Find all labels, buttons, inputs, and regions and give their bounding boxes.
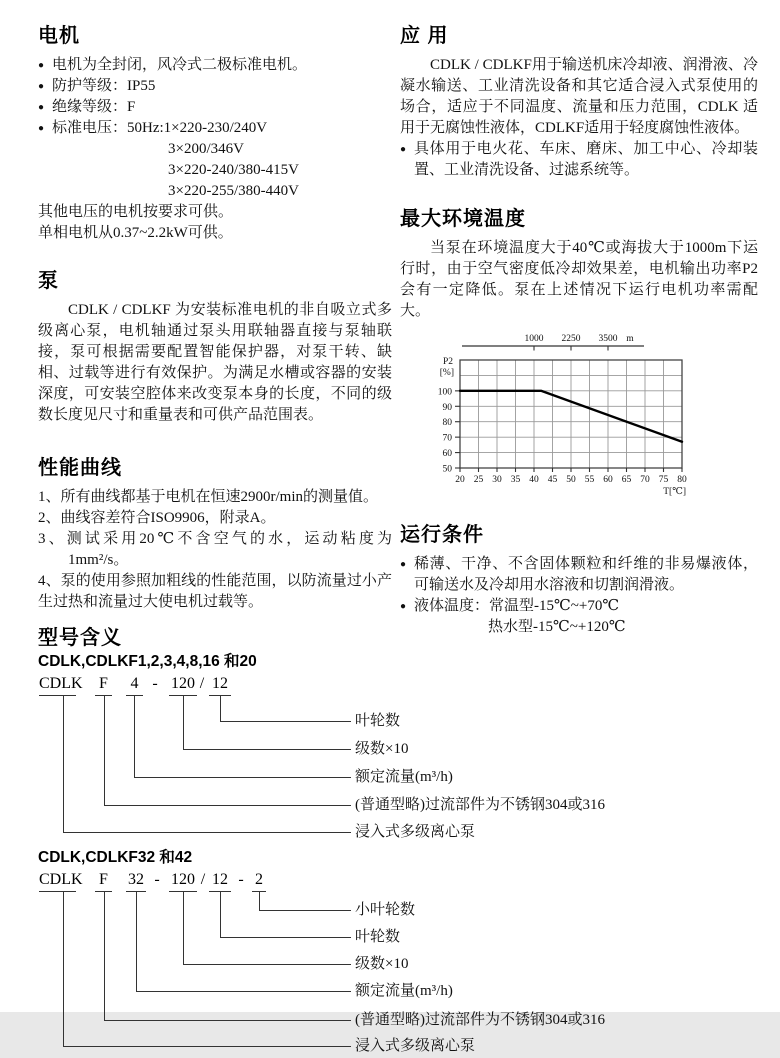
model-code-part: - [152,675,158,692]
x-axis-label: T[℃] [663,487,686,497]
diagram-label: 叶轮数 [355,929,401,945]
pump-paragraph: CDLK / CDLKF 为安装标准电机的非自吸立式多级离心泵，电机轴通过泵头用联轴器直接与泵轴联接，泵可根据需要配置智能保护器，对泵干转、缺相、过载等进行有效保护。为满足水槽或容器的安装深度，可安装空腔体来改变泵本身的长度，不同的级数长度见尺寸和重量表和可供产品范围表。 [38,302,392,423]
x-tick-label: 35 [510,475,521,485]
diagram-label: 浸入式多级离心泵 [355,824,476,840]
model-code-part: 4 [130,675,139,692]
performance-heading: 性能曲线 [38,457,122,479]
y-tick-label: 60 [442,449,452,460]
x-tick-label: 20 [455,475,465,485]
code-part-underline [39,891,76,892]
voltage-options [38,139,392,202]
diagram-connector-v [63,696,64,832]
motor-bullet-2-text: 防护等级：IP55 [52,78,156,94]
diagram-connector-v [183,696,184,749]
motor-note-2: 单相电机从0.37~2.2kW可供。 [38,225,233,241]
max-ambient-heading: 最大环境温度 [400,208,526,230]
operating-bullet-2 [400,596,758,617]
diagram-connector-h [104,805,351,806]
voltage-line: 3×220-255/380-440V [168,183,299,199]
y-axis-label: P2 [442,357,453,367]
model-code-part: CDLK [39,675,83,692]
motor-bullet-3-text: 绝缘等级：F [52,99,136,115]
model-meaning-heading: 型号含义 [38,627,122,649]
diagram-connector-v [104,696,105,805]
diagram-label: 浸入式多级离心泵 [355,1038,476,1054]
application-heading: 应 用 [400,25,449,47]
motor-bullet-2 [38,76,392,97]
diagram-connector-v [136,892,137,991]
operating-bullet-1 [400,554,758,596]
diagram-connector-h [220,721,351,722]
diagram-connector-h [183,964,351,965]
altitude-axis-unit: m [626,334,634,344]
diagram-connector-h [136,991,351,992]
motor-heading: 电机 [38,25,80,47]
derating-chart [424,330,758,509]
operating-bullet-2-text: 液体温度：常温型-15℃~+70℃ [414,598,620,614]
x-tick-label: 80 [677,475,687,485]
model-code-part: CDLK [39,871,83,888]
pump-heading: 泵 [38,270,59,292]
motor-bullet-1 [38,55,392,76]
diagram-label: 级数×10 [355,741,409,757]
x-tick-label: 55 [584,475,595,485]
y-tick-label: 80 [442,418,452,429]
x-tick-label: 25 [473,475,484,485]
diagram-connector-h [63,1046,351,1047]
diagram-label: (普通型略)过流部件为不锈钢304或316 [355,1012,605,1028]
diagram-label: (普通型略)过流部件为不锈钢304或316 [355,797,605,813]
bullet-icon: ● [400,144,407,155]
diagram-connector-v [183,892,184,964]
x-tick-label: 65 [621,475,632,485]
model-code-part: / [199,675,205,692]
performance-item-3: 3、测试采用20℃不含空气的水，运动粘度为1mm²/s。 [38,531,392,568]
diagram-connector-h [134,777,351,778]
performance-item-2: 2、曲线容差符合ISO9906，附录A。 [38,510,276,526]
model-code-part: 32 [128,871,144,888]
performance-item-1: 1、所有曲线都基于电机在恒速2900r/min的测量值。 [38,489,378,505]
x-tick-label: 50 [566,475,576,485]
y-tick-label: 70 [442,433,452,444]
x-tick-label: 70 [640,475,650,485]
diagram-label: 额定流量(m³/h) [355,769,453,785]
application-bullet [400,139,758,181]
y-tick-label: 100 [437,387,452,398]
diagram-connector-v [220,696,221,721]
operating-heading: 运行条件 [400,524,484,546]
motor-bullet-4 [38,118,392,139]
diagram-label: 叶轮数 [355,713,401,729]
model-series-label-1: CDLK,CDLKF1,2,3,4,8,16 和20 [38,653,257,670]
model-code-part: F [99,675,108,692]
motor-note-1: 其他电压的电机按要求可供。 [38,204,234,220]
bullet-icon: ● [38,60,45,71]
diagram-connector-h [220,937,351,938]
model-code-part: 12 [212,871,228,888]
diagram-connector-h [259,910,351,911]
performance-item-4: 4、泵的使用参照加粗线的性能范围，以防流量过小产生过热和流量过大使电机过载等。 [38,573,392,610]
hot-water-temp-line: 热水型-15℃~+120℃ [488,619,626,635]
model-designation-diagram-2 [38,870,605,1058]
diagram-connector-h [63,832,351,833]
y-tick-label: 90 [442,402,452,413]
application-bullet-text: 具体用于电火花、车床、磨床、加工中心、冷却装置、工业清洗设备、过滤系统等。 [414,141,758,178]
code-part-underline [39,695,76,696]
model-code-part: 12 [212,675,228,692]
model-code-part: - [238,871,244,888]
diagram-label: 小叶轮数 [355,902,416,918]
model-series-label-2: CDLK,CDLKF32 和42 [38,849,193,866]
altitude-tick-label: 2250 [561,334,581,344]
model-code-part: F [99,871,108,888]
x-tick-label: 45 [547,475,558,485]
x-tick-label: 60 [603,475,613,485]
model-designation-diagram-1 [38,674,605,846]
model-code-part: 120 [171,675,195,692]
x-tick-label: 30 [492,475,502,485]
motor-bullet-1-text: 电机为全封闭，风冷式二极标准电机。 [52,57,308,73]
diagram-connector-h [104,1020,351,1021]
application-paragraph: CDLK / CDLKF用于输送机床冷却液、润滑液、冷凝水输送、工业清洗设备和其它适合浸入式泵使用的场合，适应于不同温度、流量和压力范围，CDLK 适用于无腐蚀性液体，CDLKF适用于轻度腐蚀性液体。 [400,57,758,136]
diagram-label: 级数×10 [355,956,409,972]
bullet-icon: ● [38,102,45,113]
x-tick-label: 40 [529,475,539,485]
diagram-label: 额定流量(m³/h) [355,983,453,999]
y-axis-label-unit: [%] [439,368,454,378]
bullet-icon: ● [38,81,45,92]
altitude-tick-label: 1000 [524,334,544,344]
y-tick-label: 50 [442,464,452,475]
diagram-connector-h [183,749,351,750]
motor-bullet-3 [38,97,392,118]
bullet-icon: ● [400,559,407,570]
voltage-line: 3×200/346V [168,141,244,157]
voltage-line: 3×220-240/380-415V [168,162,299,178]
diagram-connector-v [104,892,105,1020]
x-tick-label: 75 [658,475,669,485]
model-code-part: 120 [171,871,195,888]
bullet-icon: ● [400,601,407,612]
altitude-tick-label: 3500 [598,334,618,344]
model-code-part: / [200,871,206,888]
motor-bullet-4-text: 标准电压：50Hz:1×220-230/240V [52,120,268,136]
bullet-icon: ● [38,123,45,134]
operating-bullet-1-text: 稀薄、干净、不含固体颗粒和纤维的非易爆液体，可输送水及冷却用水溶液和切割润滑液。 [414,556,758,593]
diagram-connector-v [259,892,260,910]
model-code-part: - [154,871,160,888]
model-code-part: 2 [255,871,263,888]
right-column [400,24,758,638]
diagram-connector-v [63,892,64,1046]
diagram-connector-v [220,892,221,937]
max-ambient-paragraph: 当泵在环境温度大于40℃或海拔大于1000m下运行时，由于空气密度低冷却效果差，电机输出功率P2会有一定降低。泵在上述情况下运行电机功率需配大。 [400,240,758,319]
diagram-connector-v [134,696,135,777]
